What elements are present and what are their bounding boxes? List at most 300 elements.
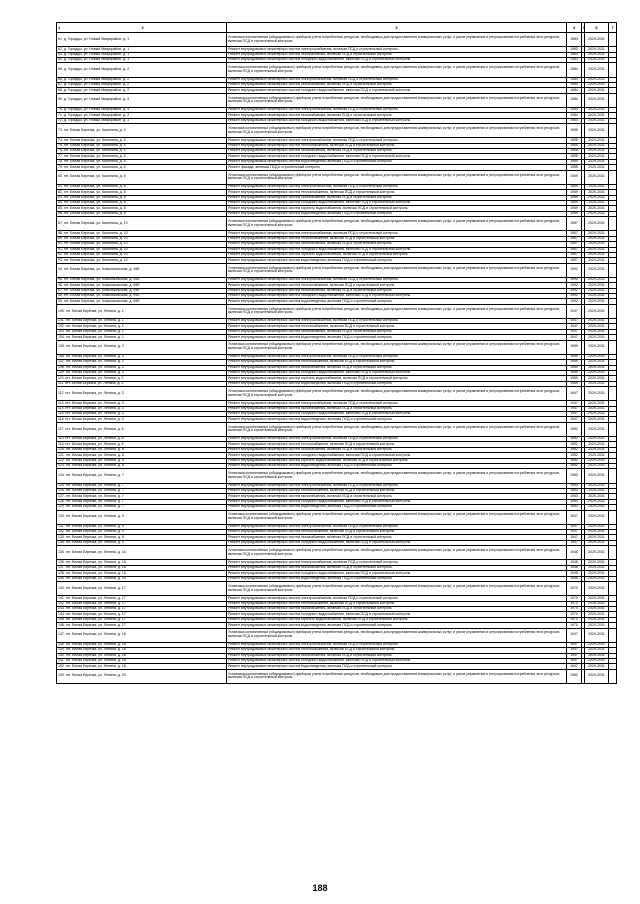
- address-text: пгт. Белая Березка, ул. Калинина, д. 8: [63, 200, 126, 205]
- row-number: 124.: [58, 473, 66, 478]
- work-description: Установка коллективных (общедомовых) приборов учета потребления ресурсов, необходимых для предоставления коммунальных услуг, и узлов управления и регулирования потребления этих ресурсов, включая ПСД и строительный контроль: [227, 340, 567, 354]
- row-number: 95.: [58, 277, 64, 282]
- build-year: 1959: [567, 381, 582, 386]
- row-number: 119.: [58, 441, 66, 446]
- work-description: Ремонт внутридомовых инженерных систем теплоснабжения, включая ПСД и строительный контроль: [227, 442, 567, 447]
- row-number: 151.: [58, 658, 66, 663]
- repair-period: 2029-2031: [585, 535, 609, 540]
- repair-period: 2029-2031: [585, 236, 609, 241]
- row-number: 143.: [58, 606, 66, 611]
- repair-period: 2029-2031: [585, 510, 609, 524]
- work-description: Ремонт внутридомовых инженерных систем холодного водоснабжения, включая ПСД и строительный контроль: [227, 612, 567, 617]
- address-text: пгт. Белая Березка, ул. Ленина, д. 1: [65, 329, 124, 334]
- address-text: пгт. Белая Березка, ул. Ленина, д. 2: [65, 381, 124, 386]
- address-text: пгт. Белая Березка, ул. Ленина, д. 16: [65, 565, 126, 570]
- work-description: Ремонт внутридомовых инженерных систем электроснабжения, включая ПСД и строительный контроль: [227, 77, 567, 82]
- address-text: пгт. Белая Березка, ул. Ленина, д. 9: [65, 524, 124, 529]
- work-description: Ремонт внутридомовых инженерных систем электроснабжения, включая ПСД и строительный контроль: [227, 231, 567, 236]
- address-text: пгт. Белая Березка, ул. Ленина, д. 17: [65, 622, 126, 627]
- work-description: Установка коллективных (общедомовых) приборов учета потребления ресурсов, необходимых для предоставления коммунальных услуг, и узлов управления и регулирования потребления этих ресурсов, включая ПСД и строительный контроль: [227, 422, 567, 436]
- build-year: 1953: [567, 494, 582, 499]
- row-number: 122.: [58, 457, 66, 462]
- table-row: [57, 340, 617, 354]
- repair-period: 2029-2031: [585, 406, 609, 411]
- work-description: Установка коллективных (общедомовых) приборов учета потребления ресурсов, необходимых для предоставления коммунальных услуг, и узлов управления и регулирования потребления этих ресурсов, включая ПСД и строительный контроль: [227, 469, 567, 483]
- build-year: 1959: [567, 170, 582, 184]
- repair-period: 2029-2031: [585, 401, 609, 406]
- repair-period: 2029-2031: [585, 33, 609, 47]
- build-year: 1959: [567, 200, 582, 205]
- address-text: пгт. Белая Березка, ул. Ленина, д. 3: [65, 411, 124, 416]
- build-year: 1953: [567, 483, 582, 488]
- work-description: Ремонт внутридомовых инженерных систем холодного водоснабжения, включая ПСД и строительный контроль: [227, 57, 567, 62]
- repair-period: 2029-2031: [585, 623, 609, 628]
- address-text: пгт. Белая Березка, ул. Калинина, д. 8: [63, 189, 126, 194]
- address-text: пгт. Белая Березка, ул. Калинина, д. 8: [63, 184, 126, 189]
- repair-period: 2029-2031: [585, 658, 609, 663]
- address-text: пгт. Белая Березка, ул. Ленина, д. 17: [65, 600, 126, 605]
- repair-period: 2029-2031: [585, 165, 609, 170]
- address-text: пгт. Белая Березка, ул. Ленина, д. 18: [65, 658, 126, 663]
- build-year: 1947: [567, 412, 582, 417]
- row-number: 77.: [58, 153, 64, 158]
- address-text: пгт. Белая Березка, ул. Ленина, д. 1: [65, 323, 124, 328]
- build-year: 1984: [567, 107, 582, 112]
- row-number: 79.: [58, 164, 64, 169]
- address-text: пгт. Белая Березка, ул. Ленина, д. 17: [65, 585, 126, 590]
- row-number: 100.: [58, 308, 66, 313]
- row-number: 152.: [58, 663, 66, 668]
- repair-period: 2029-2031: [585, 601, 609, 606]
- repair-period: 2029-2031: [585, 263, 609, 277]
- work-description: Ремонт внутридомовых инженерных систем теплоснабжения, включая ПСД и строительный контроль: [227, 236, 567, 241]
- row-number: 114.: [58, 406, 66, 411]
- empty-col-7: [609, 510, 617, 524]
- address-text: пгт. Белая Березка, ул. Ленина, д. 2: [65, 375, 124, 380]
- address-text: пгт. Белая Березка, ул. Ленина, д. 9: [65, 514, 124, 519]
- build-year: 1953: [567, 469, 582, 483]
- address-text: пгт. Белая Березка, ул. Ленина, д. 6: [65, 457, 124, 462]
- repair-period: 2029-2031: [585, 524, 609, 529]
- row-number: 89.: [58, 236, 64, 241]
- build-year: 1948: [567, 571, 582, 576]
- repair-period: 2029-2031: [585, 376, 609, 381]
- build-year: 1953: [567, 488, 582, 493]
- row-number: 139.: [58, 575, 66, 580]
- work-description: Ремонт внутридомовых инженерных систем газоснабжения, включая ПСД и строительный контроль: [227, 82, 567, 87]
- row-number: 150.: [58, 652, 66, 657]
- header-row: [57, 23, 617, 33]
- address-text: пгт. Белая Березка, ул. Ленина, д. 16: [65, 550, 126, 554]
- header-col-7: 7: [609, 23, 617, 33]
- row-number: 67.: [58, 82, 64, 87]
- row-number: 108.: [58, 364, 66, 369]
- row-number: 75.: [58, 143, 64, 147]
- address-text: пгт. Белая Березка, ул. Ленина, д. 9: [65, 529, 124, 534]
- empty-col-7: [609, 546, 617, 560]
- row-number: 63.: [58, 51, 64, 56]
- work-description: Ремонт внутридомовых инженерных систем водоотведения, включая ПСД и строительный контроль: [227, 576, 567, 581]
- row-number: 80.: [58, 174, 64, 179]
- build-year: 1948: [567, 565, 582, 570]
- work-description: Ремонт внутридомовых инженерных систем холодного водоснабжения, включая ПСД и строительный контроль: [227, 88, 567, 93]
- repair-period: 2029-2031: [585, 324, 609, 329]
- repair-period: 2029-2031: [585, 113, 609, 118]
- work-description: Ремонт внутридомовых инженерных систем электроснабжения, включая ПСД и строительный контроль: [227, 596, 567, 601]
- build-year: 1983: [567, 33, 582, 47]
- build-year: 1953: [567, 505, 582, 510]
- row-number: 127.: [58, 493, 66, 498]
- address-text: д. Городцы, ул. Новый Микрорайон, д. 3: [63, 107, 130, 112]
- repair-period: 2029-2031: [585, 206, 609, 211]
- table-row: [57, 546, 617, 560]
- row-number: 131.: [58, 524, 66, 529]
- address-text: пгт. Белая Березка, ул. Ленина, д. 3: [65, 390, 124, 395]
- build-year: 1970: [567, 582, 582, 596]
- build-year: 1984: [567, 118, 582, 123]
- row-number: 145.: [58, 617, 66, 622]
- row-number: 70.: [58, 107, 64, 112]
- row-number: 141.: [58, 595, 66, 600]
- work-description: Ремонт внутридомовых инженерных систем холодного водоснабжения, включая ПСД и строительный контроль: [227, 118, 567, 123]
- address-text: пгт. Белая Березка, ул. Калинина, д. 4: [63, 127, 126, 132]
- work-description: Ремонт внутридомовых инженерных систем газоснабжения, включая ПСД и строительный контроль: [227, 52, 567, 57]
- build-year: 1984: [567, 63, 582, 77]
- work-description: Ремонт внутридомовых инженерных систем теплоснабжения, включая ПСД и строительный контроль: [227, 648, 567, 653]
- build-year: 1955: [567, 143, 582, 148]
- empty-col-7: [609, 582, 617, 596]
- address-cell: [57, 669, 227, 683]
- build-year: 1955: [567, 138, 582, 143]
- address-text: пгт. Белая Березка, ул. Калинина, д. 4: [63, 143, 126, 147]
- repair-period: 2029-2031: [585, 458, 609, 463]
- build-year: 1947: [567, 530, 582, 535]
- address-text: пгт. Белая Березка, ул. Комсомольская, д. 99Б: [63, 267, 140, 272]
- address-text: д. Городцы, ул. Новый Микрорайон, д. 1: [63, 51, 130, 56]
- build-year: 1947: [567, 329, 582, 334]
- build-year: 1947: [567, 648, 582, 653]
- address-text: д. Городцы, ул. Новый Микрорайон, д. 3: [63, 97, 130, 102]
- build-year: 1953: [567, 499, 582, 504]
- address-text: пгт. Белая Березка, ул. Ленина, д. 2: [65, 370, 124, 375]
- build-year: 1957: [567, 247, 582, 252]
- build-year: 1947: [567, 658, 582, 663]
- build-year: 1947: [567, 319, 582, 324]
- address-text: пгт. Белая Березка, ул. Калинина, д. 4: [63, 164, 126, 169]
- table-row: [57, 422, 617, 436]
- address-text: пгт. Белая Березка, ул. Ленина, д. 9: [65, 540, 124, 545]
- work-description: Ремонт внутридомовых инженерных систем холодного водоснабжения, включая ПСД и строительный контроль: [227, 658, 567, 663]
- build-year: 1959: [567, 370, 582, 375]
- work-description: Установка коллективных (общедомовых) приборов учета потребления ресурсов, необходимых для предоставления коммунальных услуг, и узлов управления и регулирования потребления этих ресурсов, включая ПСД и строительный контроль: [227, 546, 567, 560]
- row-number: 148.: [58, 642, 66, 647]
- address-text: пгт. Белая Березка, ул. Ленина, д. 18: [65, 652, 126, 657]
- work-description: Ремонт внутридомовых инженерных систем теплоснабжения, включая ПСД и строительный контроль: [227, 488, 567, 493]
- repair-period: 2029-2031: [585, 530, 609, 535]
- header-col-2-label: 2: [141, 24, 144, 30]
- work-description: Ремонт внутридомовых инженерных систем холодного водоснабжения, включая ПСД и строительный контроль: [227, 571, 567, 576]
- build-year: 1970: [567, 606, 582, 611]
- address-text: д. Городцы, ул. Новый Микрорайон, д. 2: [63, 76, 130, 81]
- row-number: 111.: [58, 381, 66, 386]
- row-number: 137.: [58, 565, 66, 570]
- work-description: Ремонт внутридомовых инженерных систем водоотведения, включая ПСД и строительный контроль: [227, 417, 567, 422]
- repair-period: 2029-2031: [585, 211, 609, 216]
- repair-period: 2029-2031: [585, 437, 609, 442]
- repair-period: 2029-2031: [585, 499, 609, 504]
- repair-period: 2029-2031: [585, 159, 609, 164]
- work-description: Ремонт внутридомовых инженерных систем электроснабжения, включая ПСД и строительный контроль: [227, 560, 567, 565]
- work-description: Ремонт внутридомовых инженерных систем газоснабжения, включая ПСД и строительный контроль: [227, 535, 567, 540]
- row-number: 71.: [58, 112, 64, 117]
- work-description: Ремонт внутридомовых инженерных систем холодного водоснабжения, включая ПСД и строительный контроль: [227, 370, 567, 375]
- table-row: [57, 387, 617, 401]
- work-description: Ремонт внутридомовых инженерных систем газоснабжения, включая ПСД и строительный контроль: [227, 653, 567, 658]
- address-text: пгт. Белая Березка, ул. Ленина, д. 6: [65, 463, 124, 468]
- row-number: 113.: [58, 400, 66, 405]
- work-description: Установка коллективных (общедомовых) приборов учета потребления ресурсов, необходимых для предоставления коммунальных услуг, и узлов управления и регулирования потребления этих ресурсов, включая ПСД и строительный контроль: [227, 63, 567, 77]
- address-text: пгт. Белая Березка, ул. Калинина, д. 4: [63, 137, 126, 142]
- repair-period: 2029-2031: [585, 546, 609, 560]
- repair-period: 2029-2031: [585, 304, 609, 318]
- build-year: 1955: [567, 154, 582, 159]
- row-number: 130.: [58, 514, 66, 519]
- work-description: Ремонт внутридомовых инженерных систем газоснабжения, включая ПСД и строительный контроль: [227, 494, 567, 499]
- build-year: 1947: [567, 510, 582, 524]
- build-year: 1957: [567, 252, 582, 257]
- repair-period: 2029-2031: [585, 252, 609, 257]
- header-col-5: 5: [582, 23, 585, 33]
- repair-period: 2029-2031: [585, 294, 609, 299]
- repair-period: 2029-2031: [585, 447, 609, 452]
- address-text: пгт. Белая Березка, ул. Ленина, д. 1: [65, 318, 124, 323]
- row-number: 64.: [58, 57, 64, 62]
- address-cell: [57, 546, 227, 560]
- empty-col-7: [609, 33, 617, 47]
- row-number: 78.: [58, 159, 64, 164]
- row-number: 140.: [58, 585, 66, 590]
- address-text: пгт. Белая Березка, ул. Ленина, д. 2: [65, 364, 124, 369]
- repair-period: 2029-2031: [585, 540, 609, 545]
- work-description: Установка коллективных (общедомовых) приборов учета потребления ресурсов, необходимых для предоставления коммунальных услуг, и узлов управления и регулирования потребления этих ресурсов, включая ПСД и строительный контроль: [227, 304, 567, 318]
- work-description: Ремонт внутридомовых инженерных систем электроснабжения, включая ПСД и строительный контроль: [227, 107, 567, 112]
- row-number: 138.: [58, 570, 66, 575]
- address-text: пгт. Белая Березка, ул. Калинина, д. 10: [63, 252, 128, 257]
- work-description: Ремонт внутридомовых инженерных систем электроснабжения, включая ПСД и строительный контроль: [227, 354, 567, 359]
- row-number: 112.: [58, 390, 66, 395]
- repair-period: 2029-2031: [585, 596, 609, 601]
- build-year: 1970: [567, 612, 582, 617]
- address-cell: [57, 340, 227, 354]
- repair-period: 2029-2031: [585, 277, 609, 282]
- repair-period: 2029-2031: [585, 258, 609, 263]
- build-year: 1984: [567, 113, 582, 118]
- address-cell: [57, 469, 227, 483]
- empty-col-7: [609, 170, 617, 184]
- row-number: 132.: [58, 529, 66, 534]
- address-cell: [57, 628, 227, 642]
- build-year: 1984: [567, 88, 582, 93]
- address-text: пгт. Белая Березка, ул. Ленина, д. 6: [65, 426, 124, 431]
- work-description: Ремонт внутридомовых инженерных систем газоснабжения, включая ПСД и строительный контроль: [227, 365, 567, 370]
- repair-period: 2029-2031: [585, 494, 609, 499]
- work-description: Ремонт внутридомовых инженерных систем холодного водоснабжения, включая ПСД и строительный контроль: [227, 540, 567, 545]
- repair-period: 2029-2031: [585, 143, 609, 148]
- table-row: [57, 582, 617, 596]
- repair-period: 2029-2031: [585, 52, 609, 57]
- build-year: 1947: [567, 524, 582, 529]
- repair-period: 2029-2031: [585, 184, 609, 189]
- build-year: 1959: [567, 184, 582, 189]
- row-number: 105.: [58, 344, 66, 349]
- row-number: 92.: [58, 252, 64, 257]
- table-row: [57, 33, 617, 47]
- address-text: пгт. Белая Березка, ул. Ленина, д. 16: [65, 575, 126, 580]
- row-number: 69.: [58, 97, 64, 102]
- repair-period: 2029-2031: [585, 612, 609, 617]
- row-number: 129.: [58, 504, 66, 509]
- build-year: 1952: [567, 447, 582, 452]
- address-text: пгт. Белая Березка, ул. Комсомольская, д. 99Б: [63, 287, 140, 292]
- address-text: пгт. Белая Березка, ул. Ленина, д. 17: [65, 595, 126, 600]
- work-description: Установка коллективных (общедомовых) приборов учета потребления ресурсов, необходимых для предоставления коммунальных услуг, и узлов управления и регулирования потребления этих ресурсов, включая ПСД и строительный контроль: [227, 93, 567, 107]
- repair-period: 2029-2031: [585, 571, 609, 576]
- address-text: пгт. Белая Березка, ул. Ленина, д. 17: [65, 617, 126, 622]
- address-cell: [57, 124, 227, 138]
- build-year: 1983: [567, 57, 582, 62]
- repair-period: 2029-2031: [585, 217, 609, 231]
- address-cell: [57, 263, 227, 277]
- build-year: 1970: [567, 596, 582, 601]
- build-year: 1959: [567, 206, 582, 211]
- repair-period: 2029-2031: [585, 82, 609, 87]
- work-description: Ремонт внутридомовых инженерных систем теплоснабжения, включая ПСД и строительный контроль: [227, 324, 567, 329]
- row-number: 126.: [58, 488, 66, 493]
- empty-col-7: [609, 63, 617, 77]
- address-text: пгт. Белая Березка, ул. Комсомольская, д. 99Б: [63, 298, 140, 303]
- work-description: Ремонт внутридомовых инженерных систем холодного водоснабжения, включая ПСД и строительный контроль: [227, 499, 567, 504]
- work-description: Ремонт внутридомовых инженерных систем холодного водоснабжения, включая ПСД и строительный контроль: [227, 412, 567, 417]
- work-description: Ремонт внутридомовых инженерных систем горячего водоснабжения, включая ПСД и строительный контроль: [227, 617, 567, 622]
- table-row: [57, 304, 617, 318]
- row-number: 144.: [58, 611, 66, 616]
- row-number: 121.: [58, 452, 66, 457]
- work-description: Ремонт внутридомовых инженерных систем теплоснабжения, включая ПСД и строительный контроль: [227, 360, 567, 365]
- build-year: 1957: [567, 258, 582, 263]
- page-number: 188: [312, 883, 328, 893]
- row-number: 107.: [58, 359, 66, 364]
- build-year: 1992: [567, 283, 582, 288]
- build-year: 1952: [567, 442, 582, 447]
- address-text: д. Городцы, ул. Новый Микрорайон, д. 2: [63, 67, 130, 72]
- work-description: Ремонт внутридомовых инженерных систем горячего водоснабжения, включая ПСД и строительный контроль: [227, 252, 567, 257]
- address-text: пгт. Белая Березка, ул. Ленина, д. 18: [65, 663, 126, 668]
- work-description: Ремонт внутридомовых инженерных систем электроснабжения, включая ПСД и строительный контроль: [227, 138, 567, 143]
- build-year: 1952: [567, 437, 582, 442]
- address-text: пгт. Белая Березка, ул. Калинина, д. 8: [63, 174, 126, 179]
- table-row: [57, 669, 617, 683]
- build-year: 1952: [567, 463, 582, 468]
- repair-period: 2029-2031: [585, 138, 609, 143]
- build-year: 1947: [567, 535, 582, 540]
- address-cell: [57, 33, 227, 47]
- build-year: 1984: [567, 82, 582, 87]
- address-text: пгт. Белая Березка, ул. Ленина, д. 17: [65, 611, 126, 616]
- row-number: 96.: [58, 282, 64, 287]
- work-description: Ремонт внутридомовых инженерных систем холодного водоснабжения, включая ПСД и строительный контроль: [227, 200, 567, 205]
- work-description: Ремонт внутридомовых инженерных систем холодного водоснабжения, включая ПСД и строительный контроль: [227, 453, 567, 458]
- build-year: 1992: [567, 288, 582, 293]
- address-text: пгт. Белая Березка, ул. Калинина, д. 4: [63, 159, 126, 164]
- empty-col-7: [609, 422, 617, 436]
- row-number: 98.: [58, 293, 64, 298]
- build-year: 1952: [567, 458, 582, 463]
- row-number: 103.: [58, 329, 66, 334]
- repair-period: 2029-2031: [585, 370, 609, 375]
- row-number: 104.: [58, 334, 66, 339]
- build-year: 1952: [567, 453, 582, 458]
- header-col-6: 6: [585, 23, 609, 33]
- repair-period: 2029-2031: [585, 381, 609, 386]
- work-description: Ремонт внутридомовых инженерных систем теплоснабжения, включая ПСД и строительный контроль: [227, 283, 567, 288]
- repair-period: 2029-2031: [585, 63, 609, 77]
- repair-period: 2029-2031: [585, 319, 609, 324]
- empty-col-7: [609, 469, 617, 483]
- row-number: 128.: [58, 499, 66, 504]
- header-col-4: 4: [567, 23, 582, 33]
- repair-period: 2029-2031: [585, 200, 609, 205]
- address-cell: [57, 217, 227, 231]
- row-number: 135.: [58, 550, 66, 554]
- work-description: Ремонт внутридомовых инженерных систем электроснабжения, включая ПСД и строительный контроль: [227, 47, 567, 52]
- repair-period: 2029-2031: [585, 664, 609, 669]
- row-number: 82.: [58, 189, 64, 194]
- row-number: 73.: [58, 127, 64, 132]
- row-number: 66.: [58, 76, 64, 81]
- address-text: пгт. Белая Березка, ул. Ленина, д. 6: [65, 447, 124, 452]
- row-number: 117.: [58, 426, 66, 431]
- address-text: пгт. Белая Березка, ул. Ленина, д. 20: [65, 673, 126, 678]
- table-row: [57, 63, 617, 77]
- address-text: пгт. Белая Березка, ул. Калинина, д. 10: [63, 257, 128, 262]
- repair-period: 2029-2031: [585, 582, 609, 596]
- repair-period: 2029-2031: [585, 118, 609, 123]
- address-text: пгт. Белая Березка, ул. Ленина, д. 3: [65, 406, 124, 411]
- row-number: 136.: [58, 559, 66, 564]
- work-description: Ремонт внутридомовых инженерных систем теплоснабжения, включая ПСД и строительный контроль: [227, 190, 567, 195]
- repair-period: 2029-2031: [585, 483, 609, 488]
- work-description: Ремонт внутридомовых инженерных систем газоснабжения, включая ПСД и строительный контроль: [227, 149, 567, 154]
- build-year: 1955: [567, 124, 582, 138]
- row-number: 123.: [58, 463, 66, 468]
- build-year: 1984: [567, 93, 582, 107]
- work-description: Установка коллективных (общедомовых) приборов учета потребления ресурсов, необходимых для предоставления коммунальных услуг, и узлов управления и регулирования потребления этих ресурсов, включая ПСД и строительный контроль: [227, 217, 567, 231]
- repair-period: 2029-2031: [585, 360, 609, 365]
- row-number: 153.: [58, 673, 66, 678]
- row-number: 91.: [58, 246, 64, 251]
- row-number: 101.: [58, 318, 66, 323]
- work-description: Ремонт внутридомовых инженерных систем водоотведения, включая ПСД и строительный контроль: [227, 159, 567, 164]
- build-year: 1984: [567, 77, 582, 82]
- row-number: 102.: [58, 323, 66, 328]
- build-year: 1947: [567, 628, 582, 642]
- repair-period: 2029-2031: [585, 329, 609, 334]
- row-number: 120.: [58, 447, 66, 452]
- row-number: 110.: [58, 375, 66, 380]
- row-number: 133.: [58, 534, 66, 539]
- table-row: [57, 93, 617, 107]
- address-text: пгт. Белая Березка, ул. Ленина, д. 7: [65, 493, 124, 498]
